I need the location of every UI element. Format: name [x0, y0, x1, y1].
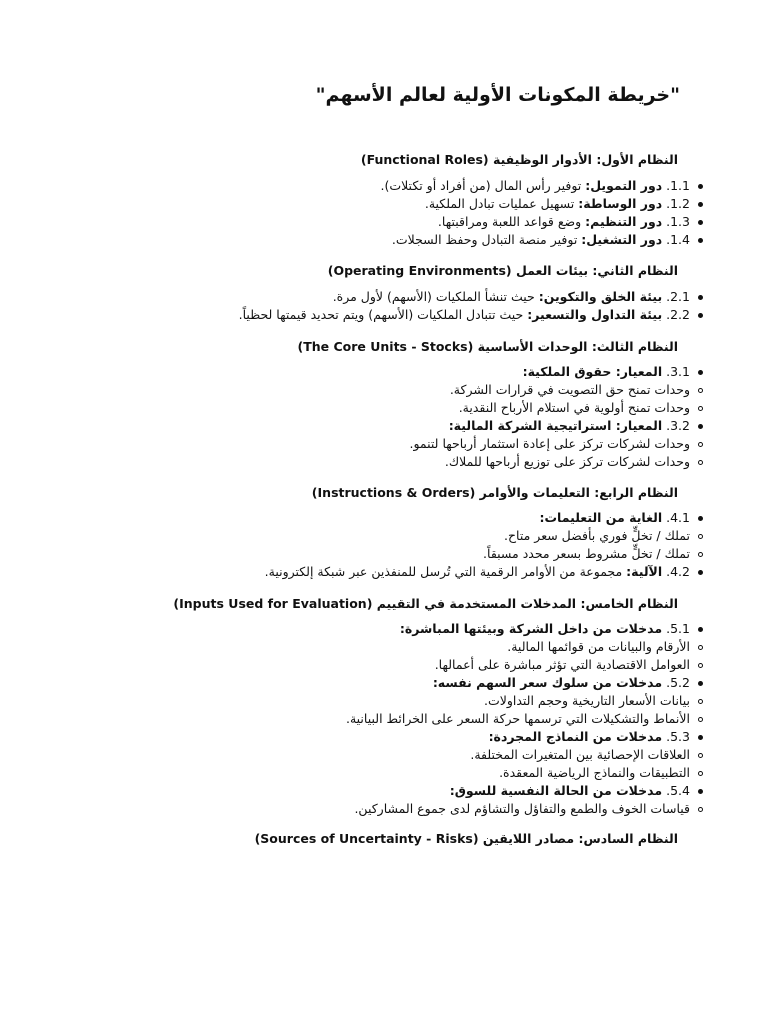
- list-item: 2.2. بيئة التداول والتسعير: حيث تتبادل الملكيات (الأسهم) ويتم تحديد قيمتها لحظياً.: [66, 307, 706, 322]
- list-item: العلاقات الإحصائية بين المتغيرات المختلفة.: [66, 747, 706, 762]
- list-item: الأنماط والتشكيلات التي ترسمها حركة السعر على الخرائط البيانية.: [66, 711, 706, 726]
- list-item: وحدات لشركات تركز على توزيع أرباحها للملاك.: [66, 454, 706, 469]
- circle-bullet-icon: [694, 747, 706, 762]
- list-item: الأرقام والبيانات من قوائمها المالية.: [66, 639, 706, 654]
- circle-bullet-icon: [694, 546, 706, 561]
- circle-bullet-icon: [694, 436, 706, 451]
- bullet-icon: [694, 214, 706, 229]
- list-item: 1.4. دور التشغيل: توفير منصة التبادل وحفظ السجلات.: [66, 232, 706, 247]
- list-item: 3.1. المعيار: حقوق الملكية:: [66, 364, 706, 379]
- list-item: التطبيقات والنماذج الرياضية المعقدة.: [66, 765, 706, 780]
- list-item: العوامل الاقتصادية التي تؤثر مباشرة على أعمالها.: [66, 657, 706, 672]
- section-heading: النظام الثالث: الوحدات الأساسية (The Core Units - Stocks): [297, 339, 678, 354]
- list-item: 5.1. مدخلات من داخل الشركة وبيئتها المباشرة:: [66, 621, 706, 636]
- list-item: 4.2. الآلية: مجموعة من الأوامر الرقمية التي تُرسل للمنفذين عبر شبكة إلكترونية.: [66, 564, 706, 579]
- list-item: تملك / تخلٍّ مشروط بسعر محدد مسبقاً.: [66, 546, 706, 561]
- list-item: بيانات الأسعار التاريخية وحجم التداولات.: [66, 693, 706, 708]
- circle-bullet-icon: [694, 400, 706, 415]
- circle-bullet-icon: [694, 639, 706, 654]
- list-item: 3.2. المعيار: استراتيجية الشركة المالية:: [66, 418, 706, 433]
- list-item: وحدات تمنح حق التصويت في قرارات الشركة.: [66, 382, 706, 397]
- bullet-icon: [694, 729, 706, 744]
- list-item: 5.2. مدخلات من سلوك سعر السهم نفسه:: [66, 675, 706, 690]
- bullet-icon: [694, 675, 706, 690]
- document-title: "خريطة المكونات الأولية لعالم الأسهم": [315, 84, 680, 106]
- list-item: قياسات الخوف والطمع والتفاؤل والتشاؤم لدى جموع المشاركين.: [66, 801, 706, 816]
- list-item: تملك / تخلٍّ فوري بأفضل سعر متاح.: [66, 528, 706, 543]
- bullet-icon: [694, 510, 706, 525]
- list-item: 5.3. مدخلات من النماذج المجردة:: [66, 729, 706, 744]
- bullet-icon: [694, 307, 706, 322]
- bullet-icon: [694, 196, 706, 211]
- bullet-icon: [694, 418, 706, 433]
- section-heading: النظام الثاني: بيئات العمل (Operating Environments): [327, 263, 678, 278]
- bullet-icon: [694, 564, 706, 579]
- bullet-icon: [694, 783, 706, 798]
- list-item: 4.1. الغاية من التعليمات:: [66, 510, 706, 525]
- circle-bullet-icon: [694, 454, 706, 469]
- circle-bullet-icon: [694, 528, 706, 543]
- list-item: 2.1. بيئة الخلق والتكوين: حيث تنشأ الملكيات (الأسهم) لأول مرة.: [66, 289, 706, 304]
- bullet-icon: [694, 289, 706, 304]
- bullet-icon: [694, 621, 706, 636]
- circle-bullet-icon: [694, 801, 706, 816]
- circle-bullet-icon: [694, 711, 706, 726]
- bullet-icon: [694, 232, 706, 247]
- section-heading: النظام الأول: الأدوار الوظيفية (Functional Roles): [360, 152, 678, 167]
- circle-bullet-icon: [694, 765, 706, 780]
- list-item: وحدات لشركات تركز على إعادة استثمار أرباحها لتنمو.: [66, 436, 706, 451]
- bullet-icon: [694, 178, 706, 193]
- section-heading: النظام الخامس: المدخلات المستخدمة في التقييم (Inputs Used for Evaluation): [173, 596, 678, 611]
- section-heading: النظام الرابع: التعليمات والأوامر (Instructions & Orders): [311, 485, 678, 500]
- circle-bullet-icon: [694, 382, 706, 397]
- circle-bullet-icon: [694, 657, 706, 672]
- circle-bullet-icon: [694, 693, 706, 708]
- section-heading: النظام السادس: مصادر اللايقين (Sources of Uncertainty - Risks): [254, 831, 678, 846]
- list-item: 1.2. دور الوساطة: تسهيل عمليات تبادل الملكية.: [66, 196, 706, 211]
- list-item: 5.4. مدخلات من الحالة النفسية للسوق:: [66, 783, 706, 798]
- list-item: 1.3. دور التنظيم: وضع قواعد اللعبة ومراقبتها.: [66, 214, 706, 229]
- list-item: وحدات تمنح أولوية في استلام الأرباح النقدية.: [66, 400, 706, 415]
- bullet-icon: [694, 364, 706, 379]
- list-item: 1.1. دور التمويل: توفير رأس المال (من أفراد أو تكتلات).: [66, 178, 706, 193]
